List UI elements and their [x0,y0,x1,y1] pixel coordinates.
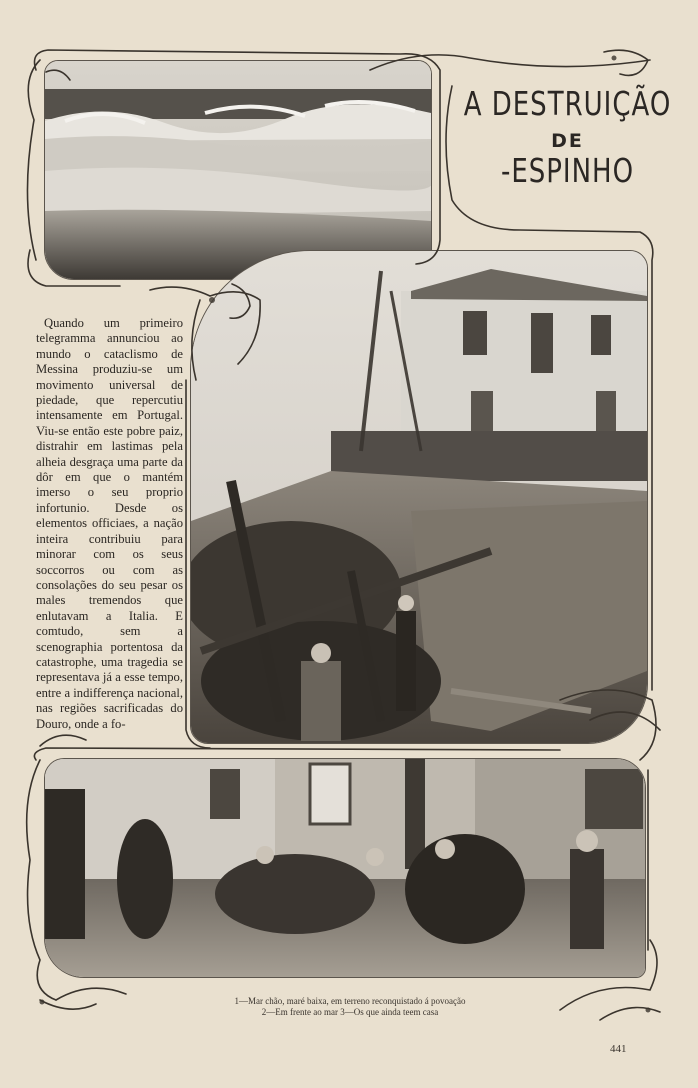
article-body-text: Quando um primeiro telegramma annunciou ao mundo o cataclismo de Messina produziu-se um movimento universal de piedade, que repercutiu intensamente em Portugal. Viu-se então este pobre paiz, distrahir em lastimas pela alheia desgraça uma parte da dôr em que o mantém imerso o seu proprio infortunio. Desde os elementos officiaes, a nação inteira contribuiu para minorar com os seus soccorros ou com as consolações do seu pesar os males tremendos que enlutavam a Italia. E comtudo, sem a scenographia portentosa da catastrophe, uma tragedia se representava já a esse tempo, entre a indifferença nacional, nas regiões sacrificadas do Douro, onde a fo- [36,316,183,731]
people-outside-houses-image [45,759,645,977]
sea-waves-image [45,61,431,279]
photo-caption [180,996,520,1018]
crowd-at-shore-image [191,251,647,743]
caption-line-2: 2—Em frente ao mar 3—Os que ainda teem casa [261,1007,439,1017]
photo-sea-waves [44,60,432,280]
title-line-2: DE [551,130,584,152]
title-line-3: -ESPINHO [500,153,635,191]
photo-people-outside-houses [44,758,646,978]
page-number: 441 [610,1043,627,1055]
title-line-1: A DESTRUIÇÃO [463,86,672,124]
article-title [460,86,675,191]
caption-line-1: 1—Mar chão, maré baixa, em terreno reconquistado á povoação [234,996,466,1006]
photo-crowd-at-shore [190,250,648,744]
